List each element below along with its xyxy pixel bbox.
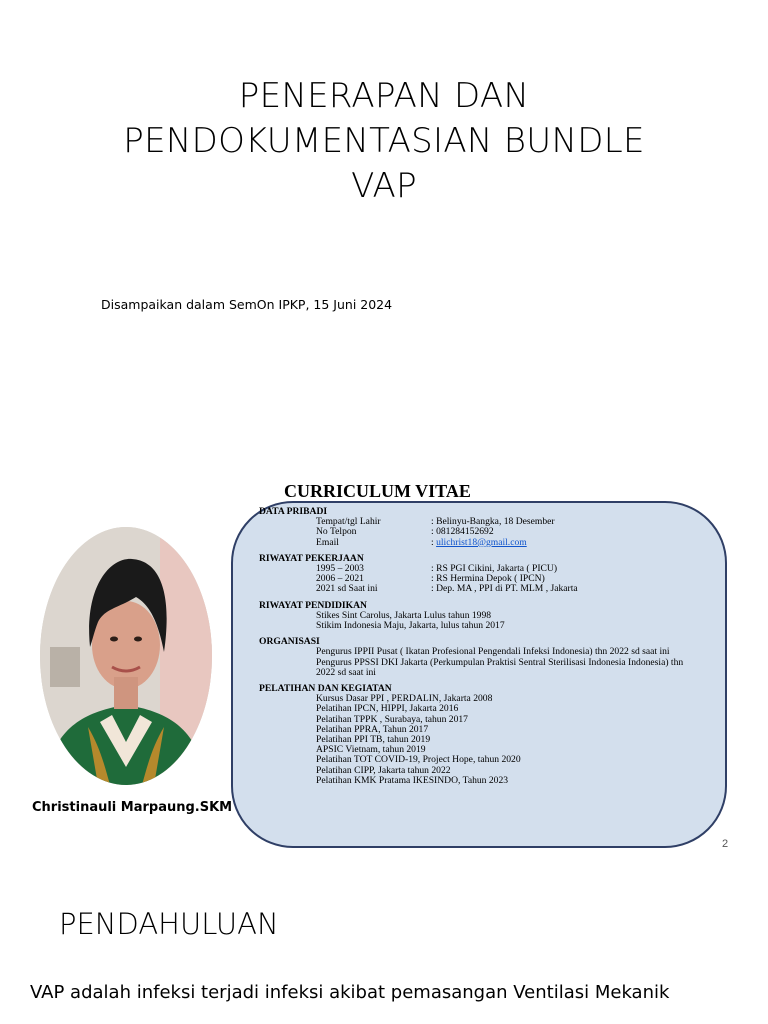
cv-row-value: : Belinyu-Bangka, 18 Desember bbox=[431, 516, 555, 528]
cv-row-value: : RS PGI Cikini, Jakarta ( PICU) bbox=[431, 563, 558, 575]
person-name: Christinauli Marpaung.SKM bbox=[32, 800, 233, 815]
cv-line: Pelatihan TPPK , Surabaya, tahun 2017 bbox=[316, 713, 468, 725]
person-portrait-icon bbox=[40, 527, 212, 785]
cv-content bbox=[259, 507, 729, 786]
cv-row-key: 1995 – 2003 bbox=[316, 563, 364, 575]
body-text: VAP adalah infeksi terjadi infeksi akibat pemasangan Ventilasi Mekanik bbox=[30, 982, 670, 1003]
section-pelatihan: PELATIHAN DAN KEGIATAN bbox=[259, 683, 392, 695]
cv-line: Pelatihan KMK Pratama IKESINDO, Tahun 2023 bbox=[316, 774, 509, 786]
cv-row-key: 2021 sd Saat ini bbox=[316, 583, 378, 595]
page-number: 2 bbox=[722, 838, 729, 850]
section-organisasi: ORGANISASI bbox=[259, 636, 320, 648]
section-title: PENDAHULUAN bbox=[59, 907, 279, 941]
cv-row-key: Email bbox=[316, 536, 339, 548]
cv-row-key: No Telpon bbox=[316, 526, 357, 538]
cv-line: Pelatihan PPRA, Tahun 2017 bbox=[316, 723, 429, 735]
cv-line: Pelatihan IPCN, HIPPI, Jakarta 2016 bbox=[316, 703, 459, 715]
profile-photo bbox=[40, 527, 212, 785]
cv-line: Pelatihan PPI TB, tahun 2019 bbox=[316, 734, 431, 746]
cv-row-value: : Dep. MA , PPI di PT. MLM , Jakarta bbox=[431, 583, 578, 595]
cv-line: Pengurus PPSSI DKI Jakarta (Perkumpulan Praktisi Sentral Sterilisasi Indonesia Indonesia) thn bbox=[316, 656, 684, 668]
cv-heading: CURRICULUM VITAE bbox=[284, 481, 471, 501]
cv-row bbox=[259, 584, 729, 594]
slide-title bbox=[0, 74, 768, 209]
email-separator: : bbox=[431, 536, 437, 548]
cv-row bbox=[259, 538, 729, 548]
section-riwayat-pekerjaan: RIWAYAT PEKERJAAN bbox=[259, 552, 364, 564]
subtitle: Disampaikan dalam SemOn IPKP, 15 Juni 2024 bbox=[101, 297, 393, 312]
cv-line: Stikim Indonesia Maju, Jakarta, lulus tahun 2017 bbox=[316, 620, 505, 632]
cv-row-value bbox=[431, 538, 729, 548]
email-link[interactable]: ulichrist18@gmail.com bbox=[436, 536, 527, 548]
cv-row-value: : RS Hermina Depok ( IPCN) bbox=[431, 573, 545, 585]
cv-line: APSIC Vietnam, tahun 2019 bbox=[316, 744, 426, 756]
cv-line: Stikes Sint Carolus, Jakarta Lulus tahun 1998 bbox=[316, 609, 492, 621]
cv-line: Pengurus IPPII Pusat ( Ikatan Profesional Pengendali Infeksi Indonesia) thn 2022 sd saat ini bbox=[316, 646, 670, 658]
cv-line: 2022 sd saat ini bbox=[316, 666, 376, 678]
title-line-2: PENDOKUMENTASIAN BUNDLE bbox=[123, 121, 645, 161]
title-line-3: VAP bbox=[351, 166, 417, 206]
cv-line: Kursus Dasar PPI , PERDALIN, Jakarta 2008 bbox=[316, 693, 493, 705]
title-line-1: PENERAPAN DAN bbox=[238, 76, 530, 116]
cv-line: Pelatihan TOT COVID-19, Project Hope, tahun 2020 bbox=[316, 754, 521, 766]
cv-row-key: Tempat/tgl Lahir bbox=[316, 516, 381, 528]
cv-row-key: 2006 – 2021 bbox=[316, 573, 364, 585]
cv-line: Pelatihan CIPP, Jakarta tahun 2022 bbox=[316, 764, 451, 776]
cv-row-value: : 081284152692 bbox=[431, 526, 494, 538]
section-riwayat-pendidikan: RIWAYAT PENDIDIKAN bbox=[259, 599, 367, 611]
section-data-pribadi: DATA PRIBADI bbox=[259, 506, 328, 517]
